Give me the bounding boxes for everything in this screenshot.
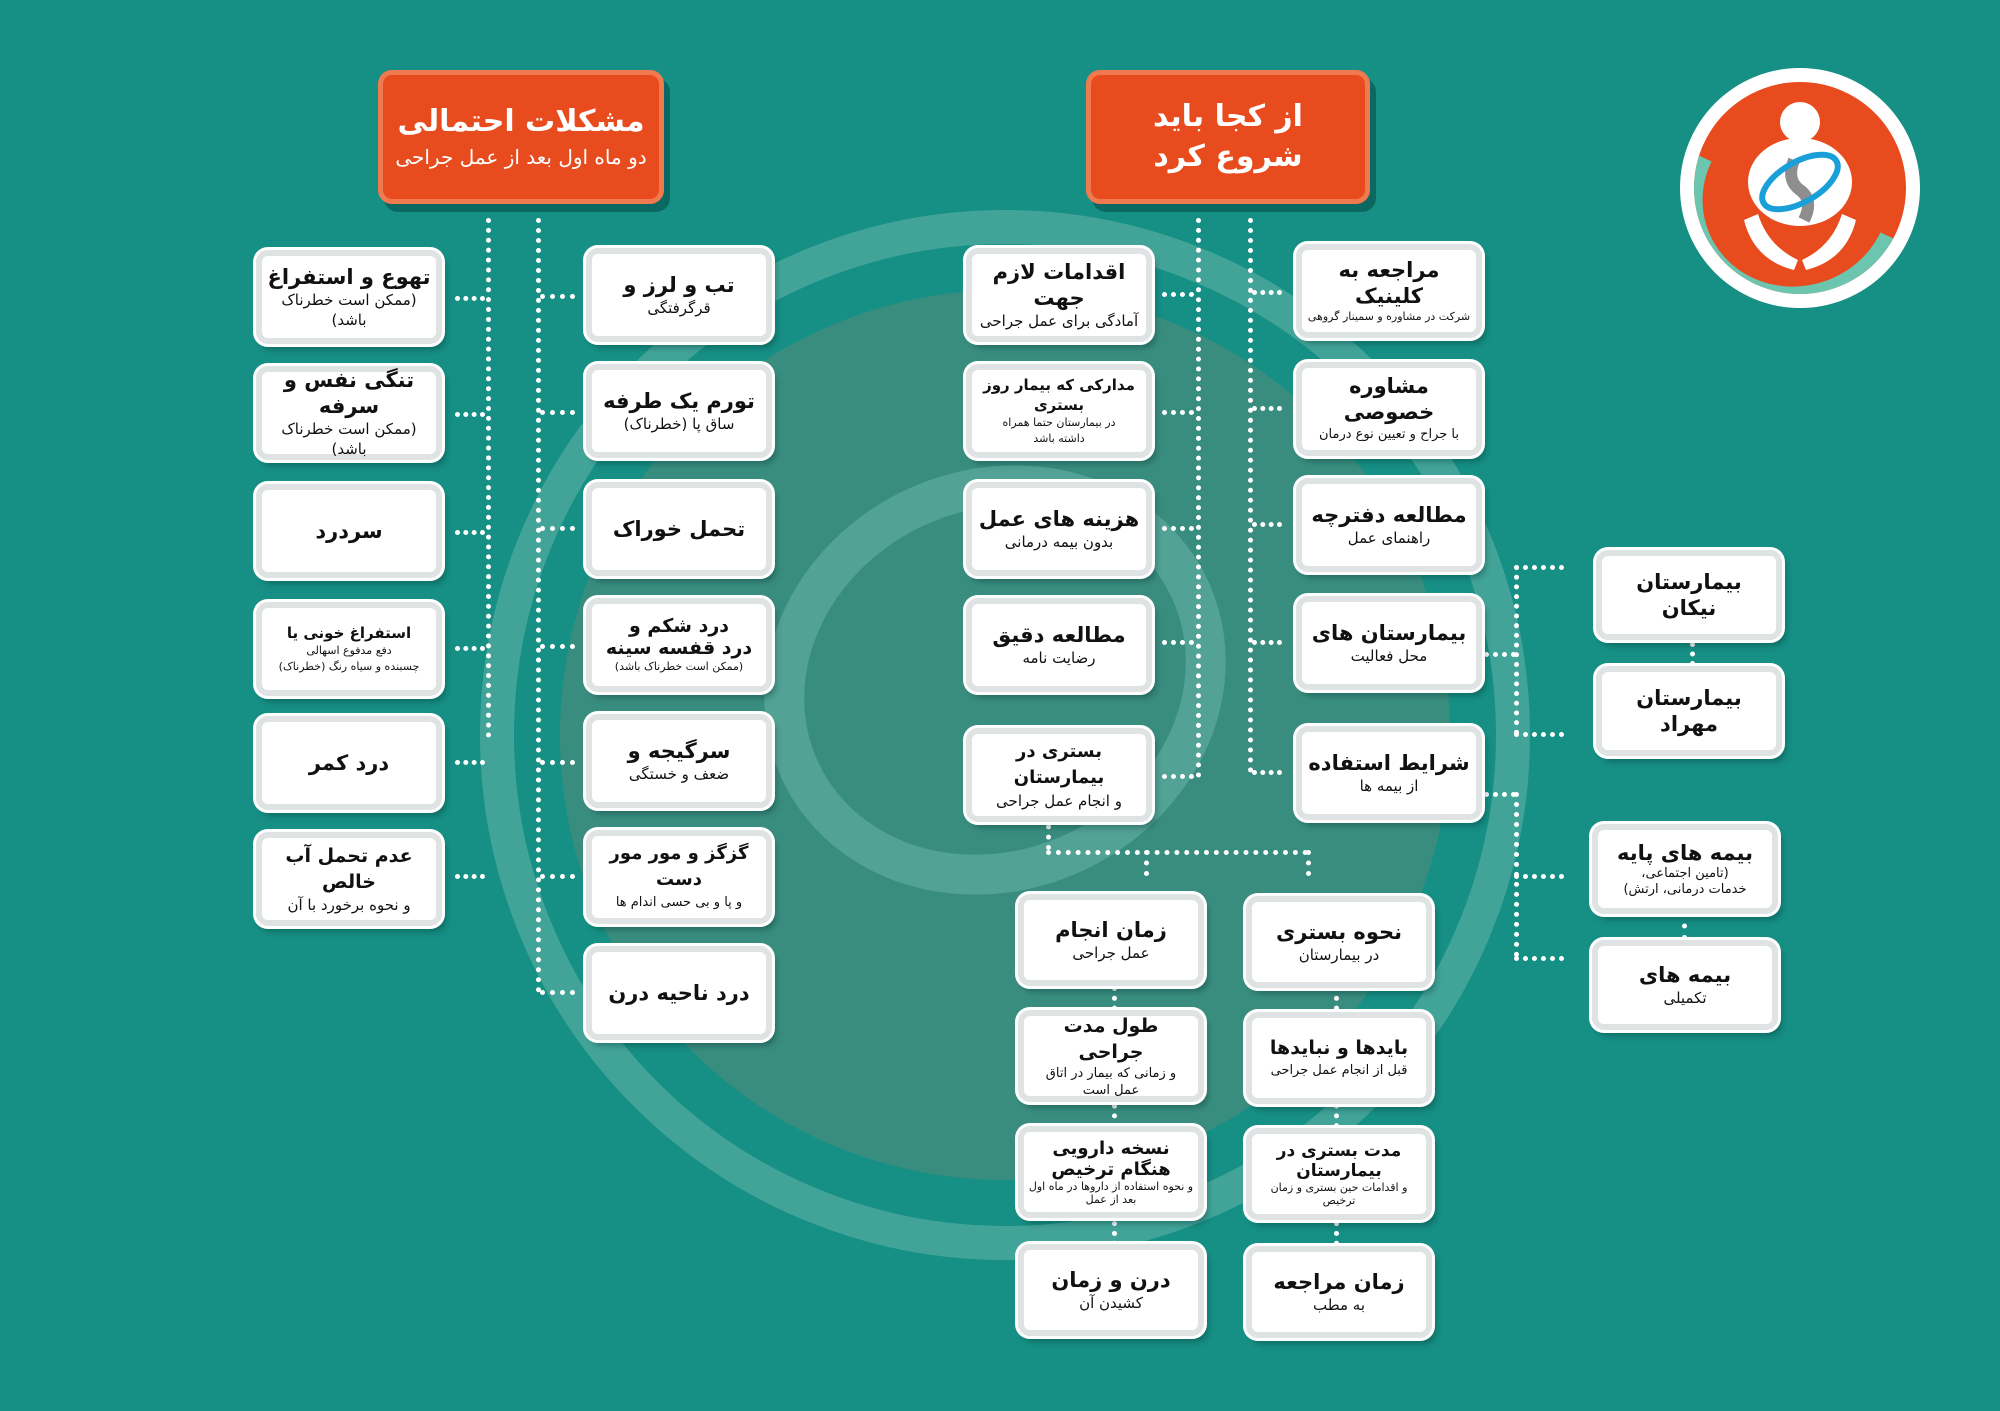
hospital-card: بیمارستان مهراد — [1596, 666, 1782, 756]
connector — [1162, 526, 1194, 531]
connector — [455, 874, 485, 879]
header-problems — [378, 70, 664, 204]
connector — [1306, 850, 1311, 876]
surgery-card: مدت بستری در بیمارستان و اقدامات حین بستری و زمان ترخیص — [1246, 1128, 1432, 1220]
connector — [540, 410, 575, 415]
surgery-card: نسخه دارویی هنگام ترخیص و نحوه استفاده از داروها در ماه اول بعد از عمل — [1018, 1126, 1204, 1218]
connector-start-right — [1248, 218, 1253, 773]
step-card: مدارکی که بیمار روز بستری در بیمارستان حتما همراه داشته باشد — [966, 364, 1152, 458]
step-card: مشاوره خصوصی با جراح و تعیین نوع درمان — [1296, 362, 1482, 456]
step-card: بستری در بیمارستان و انجام عمل جراحی — [966, 728, 1152, 822]
problem-card: تب و لرز و قرگرفتگی — [586, 248, 772, 342]
surgery-card: بایدها و نبایدها قبل از انجام عمل جراحی — [1246, 1012, 1432, 1104]
insurance-card: بیمه های تکمیلی — [1592, 940, 1778, 1030]
step-card: هزینه های عمل بدون بیمه درمانی — [966, 482, 1152, 576]
logo — [1680, 68, 1920, 308]
problem-card: سردرد — [256, 484, 442, 578]
problem-card: تورم یک طرفه ساق پا (خطرناک) — [586, 364, 772, 458]
connector-problems-left — [486, 218, 491, 738]
connector — [455, 760, 485, 765]
problem-card: تهوع و استفراغ (ممکن است خطرناک باشد) — [256, 250, 442, 344]
connector — [455, 412, 485, 417]
problem-card: تحمل خوراک — [586, 482, 772, 576]
connector — [1682, 912, 1687, 940]
stomach-hands-logo-icon — [1694, 82, 1906, 294]
connector — [1162, 774, 1194, 779]
problem-card: عدم تحمل آب خالص و نحوه برخورد با آن — [256, 832, 442, 926]
connector — [540, 760, 575, 765]
connector — [1144, 850, 1149, 876]
problem-card: درد ناحیه درن — [586, 946, 772, 1040]
header-start-title: از کجا باید — [1153, 99, 1303, 134]
connector — [1252, 640, 1282, 645]
connector — [1514, 874, 1564, 879]
connector — [540, 526, 575, 531]
connector-start-left — [1196, 218, 1201, 778]
connector — [1252, 406, 1282, 411]
connector — [1252, 522, 1282, 527]
connector — [540, 874, 575, 879]
problem-card: تنگی نفس و سرفه (ممکن است خطرناک باشد) — [256, 366, 442, 460]
connector — [1162, 410, 1194, 415]
connector — [455, 296, 485, 301]
header-start — [1086, 70, 1370, 204]
connector — [540, 294, 575, 299]
surgery-card: درن و زمان کشیدن آن — [1018, 1244, 1204, 1336]
connector — [1252, 770, 1282, 775]
connector — [1162, 640, 1194, 645]
step-card: بیمارستان های محل فعالیت — [1296, 596, 1482, 690]
problem-card: سرگیجه و ضعف و خستگی — [586, 714, 772, 808]
connector — [1046, 850, 1308, 855]
problem-card: استفراغ خونی یا دفع مدفوع اسهالی چسبنده و سیاه رنگ (خطرناک) — [256, 602, 442, 696]
connector — [1690, 642, 1695, 666]
connector — [540, 990, 575, 995]
connector — [1514, 565, 1519, 735]
header-problems-title: مشکلات احتمالی — [397, 104, 645, 139]
connector — [540, 644, 575, 649]
insurance-card: بیمه های پایه (تامین اجتماعی، خدمات درمانی، ارتش) — [1592, 824, 1778, 914]
connector — [1252, 290, 1282, 295]
hospital-card: بیمارستان نیکان — [1596, 550, 1782, 640]
problem-card: درد شکم و درد قفسه سینه (ممکن است خطرناک باشد) — [586, 598, 772, 692]
surgery-card: زمان مراجعه به مطب — [1246, 1246, 1432, 1338]
surgery-card: زمان انجام عمل جراحی — [1018, 894, 1204, 986]
connector — [1162, 292, 1194, 297]
connector — [1514, 565, 1564, 570]
connector — [1514, 956, 1564, 961]
step-card: مراجعه به کلینیک شرکت در مشاوره و سمینار گروهی — [1296, 244, 1482, 338]
header-start-subtitle: شروع کرد — [1153, 139, 1303, 174]
connector — [1484, 652, 1516, 657]
surgery-card: طول مدت جراحی و زمانی که بیمار در اتاق عمل است — [1018, 1010, 1204, 1102]
step-card: مطالعه دقیق رضایت نامه — [966, 598, 1152, 692]
problem-card: درد کمر — [256, 716, 442, 810]
surgery-card: نحوه بستری در بیمارستان — [1246, 896, 1432, 988]
connector — [455, 530, 485, 535]
step-card: شرایط استفاده از بیمه ها — [1296, 726, 1482, 820]
connector — [1514, 732, 1564, 737]
connector — [455, 646, 485, 651]
step-card: مطالعه دفترچه راهنمای عمل — [1296, 478, 1482, 572]
connector — [1484, 792, 1516, 797]
header-problems-subtitle: دو ماه اول بعد از عمل جراحی — [395, 145, 647, 169]
problem-card: گزگز و مور مور دست و پا و بی حسی اندام ها — [586, 830, 772, 924]
step-card: اقدامات لازم جهت آمادگی برای عمل جراحی — [966, 248, 1152, 342]
